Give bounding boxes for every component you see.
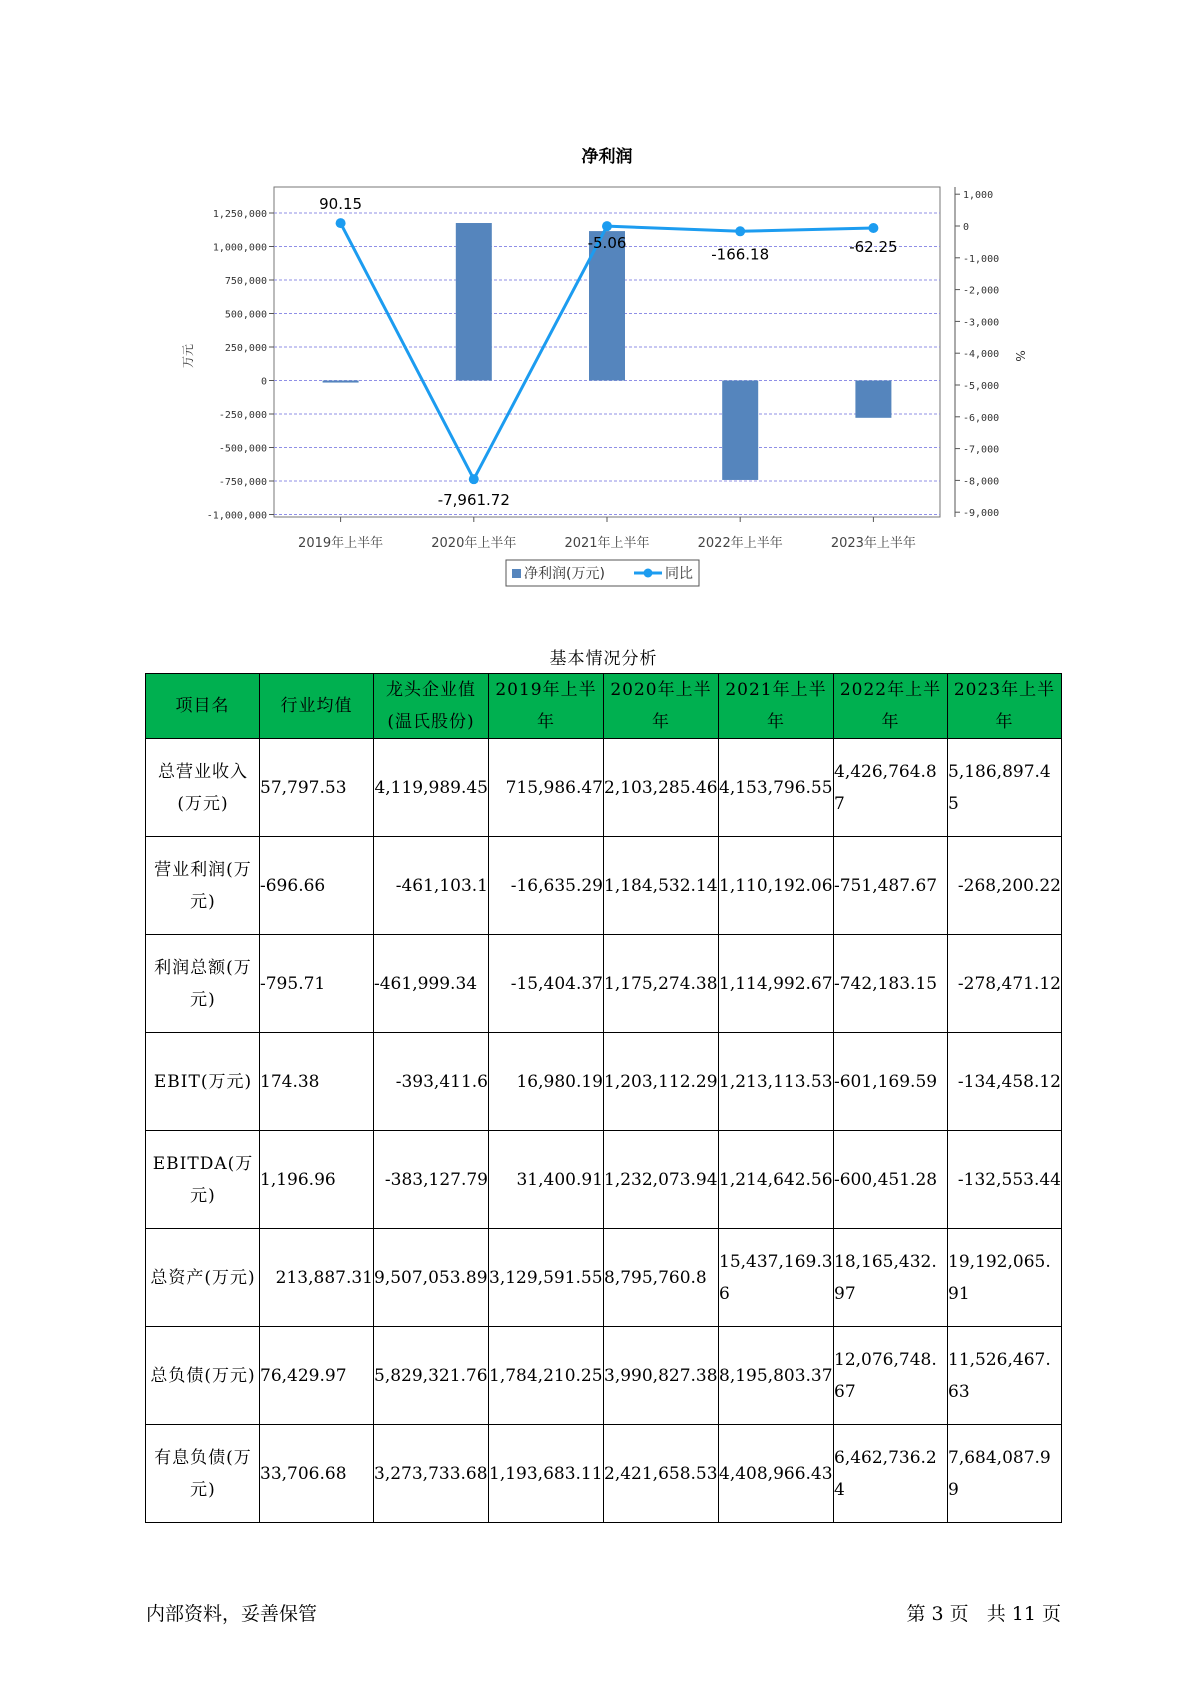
table-cell: 31,400.91 xyxy=(489,1131,604,1229)
y-tick-label: 0 xyxy=(260,376,267,388)
y2-axis-label: % xyxy=(1013,350,1027,362)
table-cell: 2,421,658.53 xyxy=(604,1425,719,1523)
row-item-name: 营业利润(万元) xyxy=(146,837,260,935)
header-cell: 行业均值 xyxy=(260,674,374,739)
line-yoy-point xyxy=(735,226,745,236)
table-cell: 4,426,764.87 xyxy=(834,739,948,837)
bar-net-profit xyxy=(323,381,359,383)
table-row xyxy=(146,1229,1062,1327)
table-cell: 1,175,274.38 xyxy=(604,935,719,1033)
line-yoy-point xyxy=(602,221,612,231)
table-cell: 4,153,796.55 xyxy=(719,739,834,837)
legend-bar-swatch xyxy=(512,569,521,578)
y-tick-label: 1,250,000 xyxy=(212,209,267,220)
table-cell: -383,127.79 xyxy=(374,1131,489,1229)
y-tick-label: 500,000 xyxy=(224,309,267,321)
header-cell: 项目名 xyxy=(146,674,260,739)
table-cell: 1,114,992.67 xyxy=(719,935,834,1033)
line-yoy-point xyxy=(469,474,479,484)
footer-page-info xyxy=(906,1599,1061,1626)
legend-line-dot xyxy=(644,569,653,578)
table-cell: -461,999.34 xyxy=(374,935,489,1033)
table-cell: 19,192,065.91 xyxy=(948,1229,1062,1327)
chart-svg xyxy=(0,0,1191,600)
table-row xyxy=(146,739,1062,837)
table-caption: 基本情况分析 xyxy=(549,649,658,669)
table-cell: 1,784,210.25 xyxy=(489,1327,604,1425)
y2-tick-label: -7,000 xyxy=(963,444,1000,456)
footer-page-number: 第 3 页 xyxy=(906,1603,969,1625)
y2-tick-label: -6,000 xyxy=(963,412,1000,424)
chart-title: 净利润 xyxy=(581,147,633,167)
table-row xyxy=(146,1033,1062,1131)
y-tick-label: 250,000 xyxy=(224,343,267,354)
legend-line-label: 同比 xyxy=(665,566,693,582)
x-tick-label: 2019年上半年 xyxy=(298,536,384,551)
x-tick-label: 2020年上半年 xyxy=(431,536,517,551)
table-cell: 6,462,736.24 xyxy=(834,1425,948,1523)
table-cell: 3,990,827.38 xyxy=(604,1327,719,1425)
table-cell: -393,411.6 xyxy=(374,1033,489,1131)
table-cell: 76,429.97 xyxy=(260,1327,374,1425)
table-cell: 2,103,285.46 xyxy=(604,739,719,837)
table-row xyxy=(146,935,1062,1033)
row-item-name: EBIT(万元) xyxy=(146,1033,260,1131)
table-cell: -15,404.37 xyxy=(489,935,604,1033)
y2-tick-label: -8,000 xyxy=(963,476,1000,488)
y2-tick-label: 1,000 xyxy=(963,190,994,202)
table-cell: 18,165,432.97 xyxy=(834,1229,948,1327)
y-tick-label: -250,000 xyxy=(218,410,267,421)
table-cell: 57,797.53 xyxy=(260,739,374,837)
table-row xyxy=(146,1131,1062,1229)
y2-tick-label: -2,000 xyxy=(963,285,1000,297)
table-cell: -751,487.67 xyxy=(834,837,948,935)
table-cell: 213,887.31 xyxy=(260,1229,374,1327)
line-yoy-point xyxy=(336,218,346,228)
y-tick-label: 1,000,000 xyxy=(212,242,267,254)
table-cell: 3,129,591.55 xyxy=(489,1229,604,1327)
table-cell: 15,437,169.36 xyxy=(719,1229,834,1327)
y-tick-label: -750,000 xyxy=(218,477,267,488)
bar-net-profit xyxy=(589,231,625,380)
table-cell: -461,103.1 xyxy=(374,837,489,935)
y2-tick-label: -3,000 xyxy=(963,317,1000,329)
y-tick-label: 750,000 xyxy=(224,276,267,287)
table-cell: 174.38 xyxy=(260,1033,374,1131)
y2-tick-label: 0 xyxy=(963,222,970,233)
table-cell: -278,471.12 xyxy=(948,935,1062,1033)
table-row xyxy=(146,1425,1062,1523)
table-cell: -268,200.22 xyxy=(948,837,1062,935)
table-cell: -696.66 xyxy=(260,837,374,935)
table-cell: 1,232,073.94 xyxy=(604,1131,719,1229)
x-tick-label: 2023年上半年 xyxy=(830,536,916,551)
table-cell: 715,986.47 xyxy=(489,739,604,837)
bar-net-profit xyxy=(855,381,891,418)
row-item-name: 总资产(万元) xyxy=(146,1229,260,1327)
header-cell: 2023年上半年 xyxy=(948,674,1062,739)
table-cell: 1,213,113.53 xyxy=(719,1033,834,1131)
table-cell: 16,980.19 xyxy=(489,1033,604,1131)
table-cell: 1,203,112.29 xyxy=(604,1033,719,1131)
x-tick-label: 2022年上半年 xyxy=(697,536,783,551)
footer-page-total: 共 11 页 xyxy=(986,1603,1061,1625)
table-cell: 8,795,760.8 xyxy=(604,1229,719,1327)
line-yoy-data-label: -5.06 xyxy=(587,234,627,253)
line-yoy-data-label: 90.15 xyxy=(319,195,363,214)
table-body xyxy=(146,739,1062,1523)
header-cell: 2020年上半年 xyxy=(604,674,719,739)
table-cell: -132,553.44 xyxy=(948,1131,1062,1229)
table-cell: 11,526,467.63 xyxy=(948,1327,1062,1425)
y-tick-label: -1,000,000 xyxy=(206,510,267,522)
bar-net-profit xyxy=(722,381,758,480)
table-row xyxy=(146,837,1062,935)
y2-tick-label: -4,000 xyxy=(963,349,1000,361)
row-item-name: 总负债(万元) xyxy=(146,1327,260,1425)
table-cell: -600,451.28 xyxy=(834,1131,948,1229)
line-yoy-data-label: -7,961.72 xyxy=(437,491,510,510)
table-cell: -601,169.59 xyxy=(834,1033,948,1131)
table-cell: 5,829,321.76 xyxy=(374,1327,489,1425)
table-header-row xyxy=(146,674,1062,739)
table-cell: 7,684,087.99 xyxy=(948,1425,1062,1523)
table-cell: 8,195,803.37 xyxy=(719,1327,834,1425)
line-yoy-data-label: -62.25 xyxy=(849,237,898,256)
basic-analysis-table xyxy=(145,673,1062,1523)
row-item-name: 利润总额(万元) xyxy=(146,935,260,1033)
row-item-name: 有息负债(万元) xyxy=(146,1425,260,1523)
table-cell: 1,184,532.14 xyxy=(604,837,719,935)
header-cell: 2021年上半年 xyxy=(719,674,834,739)
y-axis-label: 万元 xyxy=(181,343,195,369)
table-cell: 5,186,897.45 xyxy=(948,739,1062,837)
row-item-name: EBITDA(万元) xyxy=(146,1131,260,1229)
table-cell: 4,119,989.45 xyxy=(374,739,489,837)
header-cell: 龙头企业值(温氏股份) xyxy=(374,674,489,739)
header-cell: 2022年上半年 xyxy=(834,674,948,739)
bar-net-profit xyxy=(456,223,492,380)
footer-confidential-note: 内部资料，妥善保管 xyxy=(146,1603,318,1625)
table-cell: -16,635.29 xyxy=(489,837,604,935)
table-cell: -742,183.15 xyxy=(834,935,948,1033)
legend-bar-label: 净利润(万元) xyxy=(524,566,605,582)
table-cell: 9,507,053.89 xyxy=(374,1229,489,1327)
table-cell: 1,214,642.56 xyxy=(719,1131,834,1229)
table-cell: -134,458.12 xyxy=(948,1033,1062,1131)
y2-tick-label: -1,000 xyxy=(963,253,1000,265)
net-profit-chart xyxy=(0,0,1191,600)
table-cell: 1,110,192.06 xyxy=(719,837,834,935)
line-yoy-point xyxy=(868,223,878,233)
table-row xyxy=(146,1327,1062,1425)
table-cell: 1,196.96 xyxy=(260,1131,374,1229)
table-cell: -795.71 xyxy=(260,935,374,1033)
row-item-name: 总营业收入(万元) xyxy=(146,739,260,837)
header-cell: 2019年上半年 xyxy=(489,674,604,739)
table-cell: 4,408,966.43 xyxy=(719,1425,834,1523)
x-tick-label: 2021年上半年 xyxy=(564,536,650,551)
table-cell: 12,076,748.67 xyxy=(834,1327,948,1425)
table-cell: 3,273,733.68 xyxy=(374,1425,489,1523)
y2-tick-label: -9,000 xyxy=(963,508,1000,520)
y2-tick-label: -5,000 xyxy=(963,381,1000,392)
table-cell: 1,193,683.11 xyxy=(489,1425,604,1523)
y-tick-label: -500,000 xyxy=(218,443,267,455)
line-yoy-data-label: -166.18 xyxy=(711,245,770,264)
table-cell: 33,706.68 xyxy=(260,1425,374,1523)
